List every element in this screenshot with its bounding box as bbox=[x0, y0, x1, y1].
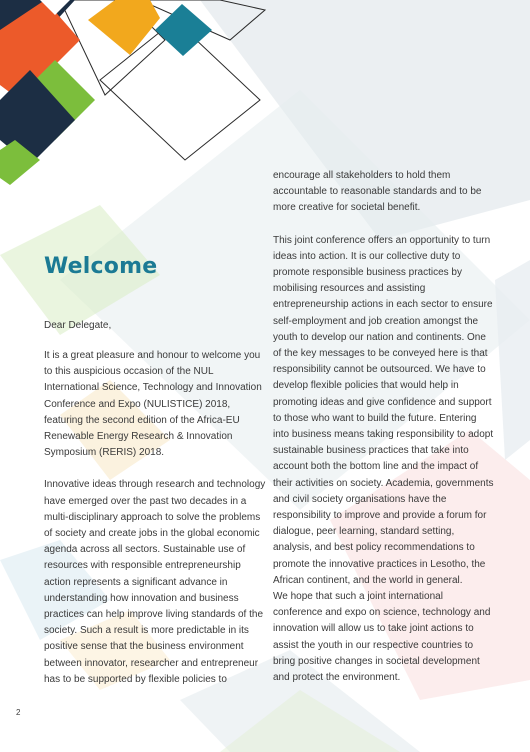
teal-block bbox=[155, 4, 212, 56]
bg-shadow-right bbox=[495, 260, 530, 460]
right-paragraph-3: We hope that such a joint international conference and expo on science, technology and innovation will allow us to take joint actions to assist the youth in our respective countries to bring positive changes in societal development and protect the environment. bbox=[273, 591, 491, 684]
left-paragraph-1: It is a great pleasure and honour to welcome you to this auspicious occasion of the NUL International Science, Technology and Innovation Conference and Expo (NULISTICE) 2018, featuring the second edition of the Africa-EU Renewable Energy Research & Innovation Symposium (RERIS) 2018. bbox=[44, 350, 262, 459]
yellow-block bbox=[88, 0, 160, 55]
right-paragraph-1: encourage all stakeholders to hold them accountable to reasonable standards and to be more creative for societal benefit. bbox=[273, 170, 482, 214]
page-number: 2 bbox=[16, 708, 21, 717]
salutation: Dear Delegate, bbox=[44, 320, 112, 331]
right-paragraph-2: This joint conference offers an opportunity to turn ideas into action. It is our collective duty to promote responsible business practices by mobilising resources and assisting entrepreneurship actions in each sector to ensure self-employment and job creation amongst the youth to develop our nation and continents. One of the key messages to be conveyed here is that responsibility cannot be outsourced. We have to develop flexible policies that would help in promoting ideas and give confidence and support to those who want to build the future. Entering into business means taking responsibility to adopt sustainable business practices that take into account both the bottom line and the impact of their activities on society. Academia, governments and civil society organisations have the responsibility to improve and provide a forum for dialogue, peer learning, standard setting, analysis, and best policy recommendations to promote the innovative practices in Lesotho, the African continent, and the world in general. bbox=[273, 234, 494, 586]
left-column bbox=[44, 348, 266, 688]
page-title: Welcome bbox=[44, 254, 158, 279]
left-paragraph-2: Innovative ideas through research and technology have emerged over the past two decades in a multi-disciplinary approach to solve the problems of society and create jobs in the global economic agenda across all sectors. Sustainable use of resources with responsible entrepreneurship action represents a significant advance in understanding how innovation and business practices can help improve living standards of the society. Such a result is more predictable in its positive sense that the business environment between innovator, researcher and entrepreneur has to be supported by flexible policies to bbox=[44, 479, 266, 685]
right-column bbox=[273, 168, 495, 686]
